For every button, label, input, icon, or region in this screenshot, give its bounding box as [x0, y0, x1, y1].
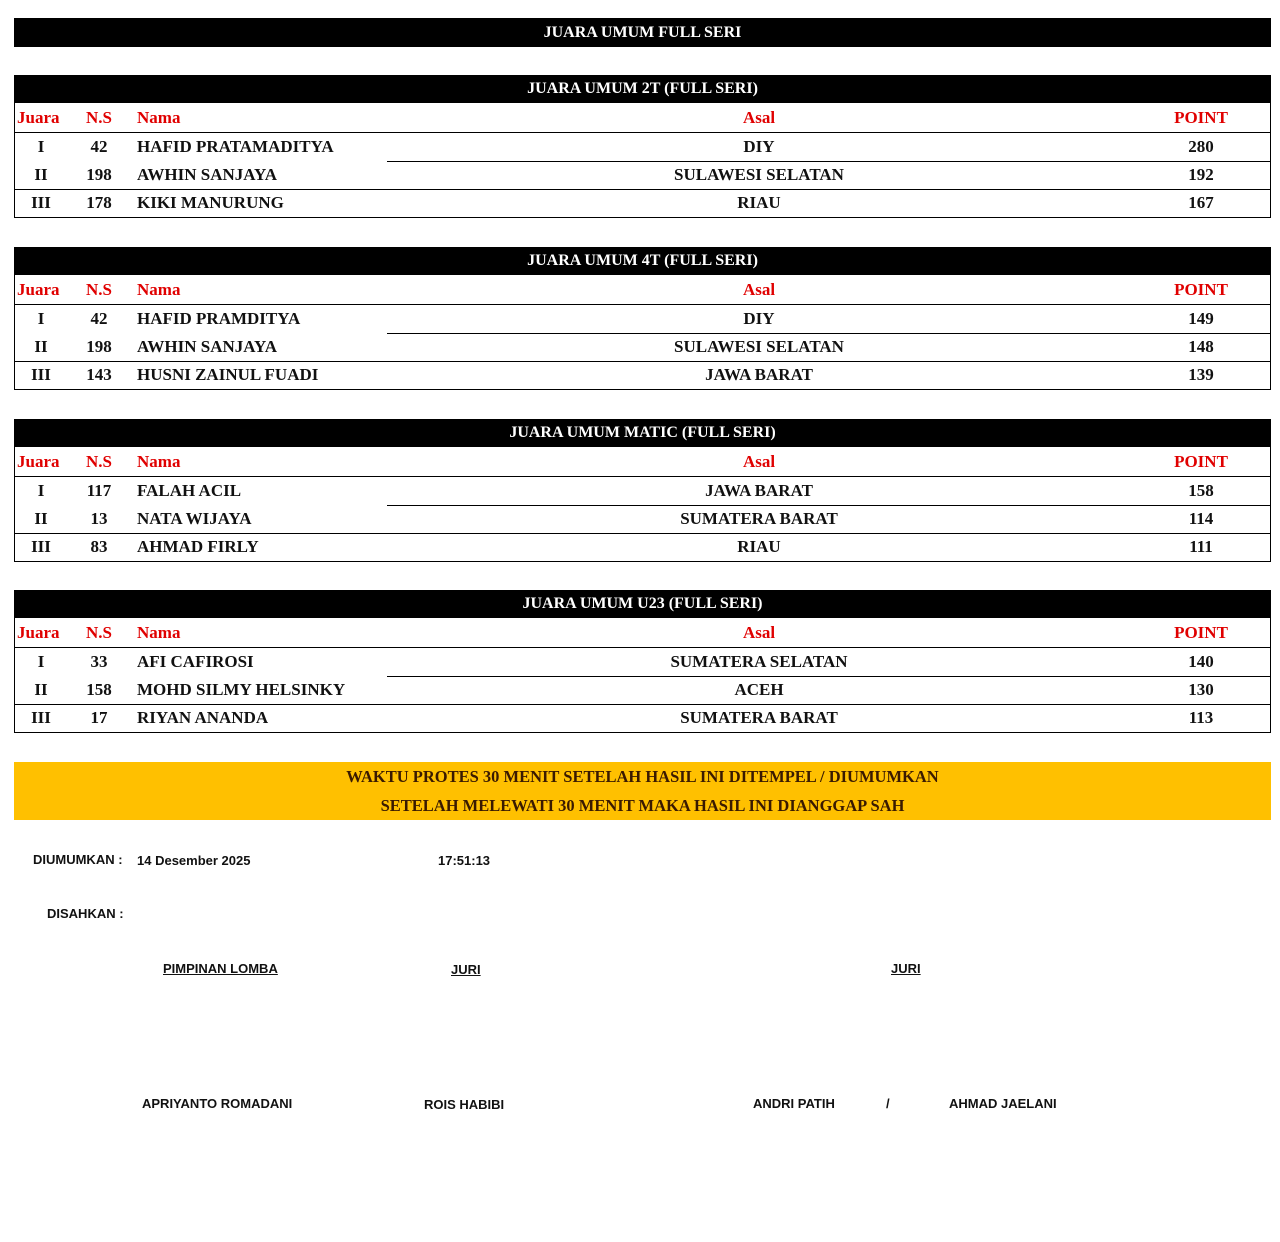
cell-point: 114	[1188, 509, 1214, 528]
table-row	[15, 648, 1270, 676]
header-point: POINT	[1174, 623, 1228, 642]
section-title: JUARA UMUM 2T (FULL SERI)	[14, 75, 1271, 103]
cell-point: 139	[1188, 365, 1214, 384]
header-ns: N.S	[86, 108, 112, 127]
header-point: POINT	[1174, 452, 1228, 471]
results-table	[14, 447, 1271, 562]
cell-asal: RIAU	[737, 537, 781, 556]
header-nama: Nama	[137, 623, 181, 642]
cell-ns: 42	[90, 137, 108, 156]
cell-asal: RIAU	[737, 193, 781, 212]
header-juara: Juara	[17, 452, 60, 471]
signatory-pimpinan: APRIYANTO ROMADANI	[142, 1096, 293, 1111]
main-title: JUARA UMUM FULL SERI	[14, 18, 1271, 47]
cell-point: 113	[1188, 708, 1214, 727]
cell-point: 140	[1188, 652, 1214, 671]
cell-asal: SUMATERA BARAT	[680, 708, 838, 727]
role-juri-1: JURI	[451, 962, 481, 977]
cell-juara: III	[31, 365, 51, 384]
header-asal: Asal	[742, 452, 776, 471]
cell-ns: 198	[86, 337, 112, 356]
header-juara: Juara	[17, 108, 60, 127]
cell-ns: 42	[90, 309, 108, 328]
section-title: JUARA UMUM MATIC (FULL SERI)	[14, 419, 1271, 447]
cell-juara: I	[37, 137, 45, 156]
cell-point: 167	[1188, 193, 1214, 212]
table-row	[15, 505, 1270, 533]
table-row	[15, 477, 1270, 505]
cell-asal: SUMATERA SELATAN	[670, 652, 848, 671]
cell-asal: ACEH	[734, 680, 784, 699]
cell-asal: JAWA BARAT	[705, 365, 813, 384]
table-header-row	[15, 448, 1270, 476]
table-row	[15, 189, 1270, 217]
cell-ns: 83	[90, 537, 108, 556]
cell-nama: AWHIN SANJAYA	[137, 337, 277, 356]
cell-asal: DIY	[743, 309, 775, 328]
signatory-juri-2a: ANDRI PATIH	[753, 1096, 835, 1111]
cell-nama: KIKI MANURUNG	[137, 193, 284, 212]
cell-point: 130	[1188, 680, 1214, 699]
cell-ns: 33	[90, 652, 108, 671]
cell-nama: HAFID PRATAMADITYA	[137, 137, 334, 156]
notice-line-2: SETELAH MELEWATI 30 MENIT MAKA HASIL INI DIANGGAP SAH	[380, 796, 905, 815]
cell-ns: 13	[90, 509, 108, 528]
announce-time: 17:51:13	[438, 853, 491, 868]
header-ns: N.S	[86, 623, 112, 642]
notice-line-1: WAKTU PROTES 30 MENIT SETELAH HASIL INI DITEMPEL / DIUMUMKAN	[346, 767, 939, 786]
cell-point: 192	[1188, 165, 1214, 184]
section-title: JUARA UMUM 4T (FULL SERI)	[14, 247, 1271, 275]
results-table	[14, 275, 1271, 390]
cell-nama: HUSNI ZAINUL FUADI	[137, 365, 319, 384]
header-point: POINT	[1174, 280, 1228, 299]
table-row	[15, 533, 1270, 561]
cell-ns: 143	[86, 365, 112, 384]
cell-juara: III	[31, 537, 51, 556]
cell-ns: 117	[86, 481, 112, 500]
cell-asal: SULAWESI SELATAN	[674, 165, 844, 184]
cell-juara: II	[34, 165, 48, 184]
role-pimpinan: PIMPINAN LOMBA	[163, 961, 278, 976]
cell-ns: 178	[86, 193, 112, 212]
cell-nama: AHMAD FIRLY	[137, 537, 259, 556]
cell-nama: MOHD SILMY HELSINKY	[137, 680, 346, 699]
results-table	[14, 618, 1271, 733]
signatory-juri-1: ROIS HABIBI	[424, 1097, 505, 1112]
cell-juara: II	[34, 337, 48, 356]
section-title: JUARA UMUM U23 (FULL SERI)	[14, 590, 1271, 618]
cell-nama: FALAH ACIL	[137, 481, 242, 500]
table-row	[15, 704, 1270, 732]
header-ns: N.S	[86, 452, 112, 471]
header-juara: Juara	[17, 280, 60, 299]
cell-nama: RIYAN ANANDA	[137, 708, 269, 727]
cell-point: 158	[1188, 481, 1214, 500]
cell-juara: I	[37, 481, 45, 500]
table-row	[15, 361, 1270, 389]
table-header-row	[15, 276, 1270, 304]
cell-ns: 158	[86, 680, 112, 699]
table-row	[15, 133, 1270, 161]
table-row	[15, 305, 1270, 333]
cell-asal: JAWA BARAT	[705, 481, 813, 500]
cell-nama: AFI CAFIROSI	[137, 652, 254, 671]
cell-juara: III	[31, 193, 51, 212]
role-juri-2: JURI	[891, 961, 921, 976]
cell-juara: III	[31, 708, 51, 727]
cell-asal: SULAWESI SELATAN	[674, 337, 844, 356]
table-header-row	[15, 104, 1270, 132]
approval-label: DISAHKAN :	[47, 906, 124, 921]
section-matic	[14, 419, 1271, 562]
header-nama: Nama	[137, 108, 181, 127]
cell-juara: I	[37, 309, 45, 328]
cell-juara: I	[37, 652, 45, 671]
header-nama: Nama	[137, 280, 181, 299]
cell-ns: 198	[86, 165, 112, 184]
cell-ns: 17	[90, 708, 108, 727]
table-row	[15, 161, 1270, 189]
table-header-row	[15, 619, 1270, 647]
results-table	[14, 103, 1271, 218]
cell-point: 280	[1188, 137, 1214, 156]
cell-point: 149	[1188, 309, 1214, 328]
section-2t	[14, 75, 1271, 218]
section-4t	[14, 247, 1271, 390]
header-juara: Juara	[17, 623, 60, 642]
cell-asal: SUMATERA BARAT	[680, 509, 838, 528]
cell-nama: AWHIN SANJAYA	[137, 165, 277, 184]
cell-nama: NATA WIJAYA	[137, 509, 252, 528]
header-asal: Asal	[742, 280, 776, 299]
header-point: POINT	[1174, 108, 1228, 127]
signatory-juri-2b: AHMAD JAELANI	[949, 1096, 1057, 1111]
cell-nama: HAFID PRAMDITYA	[137, 309, 301, 328]
header-asal: Asal	[742, 108, 776, 127]
cell-juara: II	[34, 680, 48, 699]
table-row	[15, 333, 1270, 361]
cell-point: 148	[1188, 337, 1214, 356]
protest-notice	[14, 762, 1271, 820]
table-row	[15, 676, 1270, 704]
announce-date: 14 Desember 2025	[137, 853, 251, 868]
header-asal: Asal	[742, 623, 776, 642]
section-u23	[14, 590, 1271, 733]
signatory-separator: /	[886, 1096, 890, 1111]
cell-point: 111	[1189, 537, 1213, 556]
cell-juara: II	[34, 509, 48, 528]
header-nama: Nama	[137, 452, 181, 471]
announce-label: DIUMUMKAN :	[33, 852, 123, 867]
cell-asal: DIY	[743, 137, 775, 156]
header-ns: N.S	[86, 280, 112, 299]
